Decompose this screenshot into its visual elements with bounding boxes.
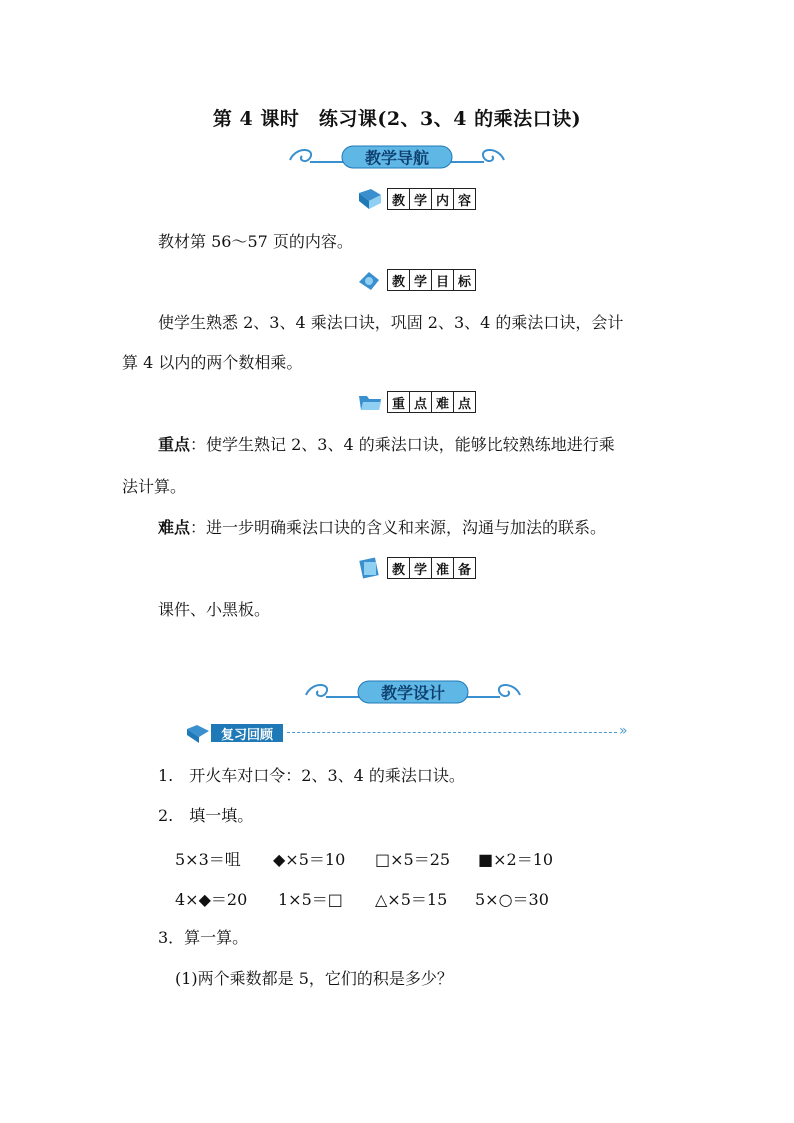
equation: 1×5＝□	[278, 890, 343, 909]
difficulty-text: ：进一步明确乘法口诀的含义和来源，沟通与加法的联系。	[190, 518, 607, 537]
title-char: 准	[432, 558, 454, 578]
key-label: 重点	[158, 435, 191, 454]
review-header	[185, 721, 647, 745]
section-header-goal	[357, 268, 476, 292]
title-char: 教	[388, 558, 410, 578]
title-char: 容	[457, 193, 471, 209]
section-title-box	[387, 188, 476, 210]
section-header-prep	[357, 556, 476, 580]
difficulty-line	[158, 518, 606, 538]
goal-line-2: 算 4 以内的两个数相乘。	[122, 353, 303, 372]
page-title: 第 4 课时 练习课(2、3、4 的乘法口诀)	[212, 108, 582, 130]
document-icon	[357, 556, 383, 580]
teaching-design-banner	[302, 677, 524, 707]
dashed-divider	[287, 732, 617, 733]
section-title-box	[387, 269, 476, 291]
equation: 4×◆＝20	[175, 890, 248, 909]
title-char: 点	[410, 392, 432, 412]
equation: △×5＝15	[375, 890, 448, 909]
key-text: ：使学生熟记 2、3、4 的乘法口诀，能够比较熟练地进行乘	[190, 435, 615, 454]
equation: ■×2＝10	[478, 850, 554, 869]
title-char: 点	[457, 396, 471, 412]
section-header-key	[357, 390, 476, 414]
content-text: 教材第 56～57 页的内容。	[158, 232, 353, 251]
banner-label: 教学导航	[364, 148, 430, 168]
title-char: 教	[388, 189, 410, 209]
target-icon	[357, 268, 383, 292]
prep-text: 课件、小黑板。	[158, 600, 271, 619]
review-book-icon	[185, 721, 211, 745]
equation: ◆×5＝10	[273, 850, 346, 869]
title-char: 教	[388, 270, 410, 290]
double-chevron-icon: »	[619, 723, 628, 739]
book-icon	[357, 187, 383, 211]
key-line-2: 法计算。	[122, 477, 187, 496]
equation: □×5＝25	[375, 850, 451, 869]
folder-icon	[357, 390, 383, 414]
title-char: 标	[457, 274, 471, 290]
title-char: 学	[410, 189, 432, 209]
item-3-1: (1)两个乘数都是 5，它们的积是多少？	[175, 969, 453, 988]
section-header-content	[357, 187, 476, 211]
section-title-box	[387, 391, 476, 413]
title-char: 备	[457, 562, 471, 578]
section-title-box	[387, 557, 476, 579]
title-char: 重	[388, 392, 410, 412]
title-char: 学	[410, 558, 432, 578]
banner-label: 教学设计	[380, 683, 446, 703]
goal-line-1: 使学生熟悉 2、3、4 乘法口诀，巩固 2、3、4 的乘法口诀，会计	[158, 313, 624, 332]
item-3: 3．算一算。	[158, 928, 249, 947]
key-line-1	[158, 435, 615, 455]
teaching-nav-banner	[286, 142, 508, 172]
title-char: 目	[432, 270, 454, 290]
item-2: 2. 填一填。	[158, 806, 254, 825]
equation: 5×○＝30	[475, 890, 549, 909]
title-char: 难	[432, 392, 454, 412]
review-tag: 复习回顾	[211, 724, 283, 742]
title-char: 内	[432, 189, 454, 209]
difficulty-label: 难点	[158, 518, 191, 537]
item-1: 1. 开火车对口令：2、3、4 的乘法口诀。	[158, 766, 465, 785]
title-char: 学	[410, 270, 432, 290]
equation: 5×3＝咀	[175, 850, 241, 869]
